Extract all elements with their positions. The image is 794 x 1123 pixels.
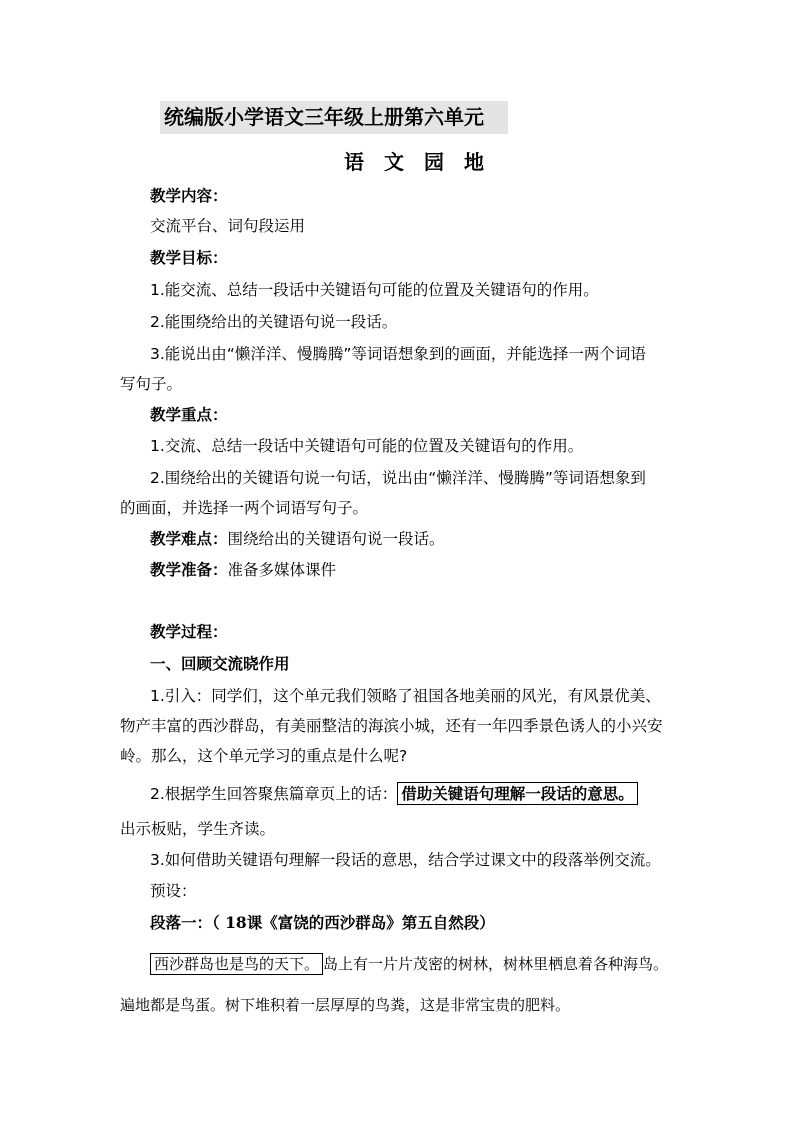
- content-heading: 教学内容：: [150, 186, 228, 205]
- quoted-paragraph-line: [150, 953, 668, 975]
- key-item-continued: 的画面，并选择一两个词语写句子。: [120, 499, 369, 517]
- goal-item-continued: 写句子。: [120, 375, 183, 393]
- paragraph-line: [150, 783, 638, 805]
- paragraph-line: 物产丰富的西沙群岛，有美丽整洁的海滨小城，还有一年四季景色诱人的小兴安: [120, 717, 663, 735]
- preset-label: 预设：: [150, 882, 197, 900]
- p2-text: 2.根据学生回答聚焦篇章页上的话：: [150, 785, 398, 803]
- process-heading: 教学过程：: [150, 622, 228, 641]
- key-heading: 教学重点：: [150, 405, 228, 424]
- paragraph-line: 3.如何借助关键语句理解一段话的意思，结合学过课文中的段落举例交流。: [150, 851, 661, 869]
- content-text: 交流平台、词句段运用: [150, 217, 306, 235]
- paragraph-line: 1.引入：同学们，这个单元我们领略了祖国各地美丽的风光，有风景优美、: [150, 687, 661, 705]
- goal-item: 3.能说出由“懒洋洋、慢腾腾”等词语想象到的画面，并能选择一两个词语: [150, 345, 646, 363]
- quoted-paragraph-line: 遍地都是鸟蛋。树下堆积着一层厚厚的鸟粪，这是非常宝贵的肥料。: [120, 996, 571, 1014]
- prep-label: 教学准备：: [150, 560, 228, 579]
- section1-heading: 一、回顾交流晓作用: [150, 654, 290, 673]
- goal-item: 2.能围绕给出的关键语句说一段话。: [150, 313, 398, 331]
- prep-text: 准备多媒体课件: [227, 561, 337, 579]
- paragraph-line: 岭。那么，这个单元学习的重点是什么呢?: [120, 747, 408, 765]
- difficulty-text: 围绕给出的关键语句说一段话。: [227, 530, 445, 548]
- paragraph-one-heading: 段落一：（ 18课《富饶的西沙群岛》第五自然段）: [150, 913, 495, 932]
- difficulty-line: [150, 528, 445, 550]
- boxed-key-sentence: 借助关键语句理解一段话的意思。: [397, 782, 638, 805]
- key-item: 1.交流、总结一段话中关键语句可能的位置及关键语句的作用。: [150, 437, 584, 455]
- document-subtitle: 语 文 园 地: [344, 150, 484, 174]
- document-title: 统编版小学语文三年级上册第六单元: [160, 101, 508, 134]
- goals-heading: 教学目标：: [150, 248, 228, 267]
- prep-line: [150, 559, 336, 581]
- quote-rest: 岛上有一片片茂密的树林，树林里栖息着各种海鸟。: [323, 955, 669, 973]
- key-item: 2.围绕给出的关键语句说一句话，说出由“懒洋洋、慢腾腾”等词语想象到: [150, 469, 646, 487]
- difficulty-label: 教学难点：: [150, 529, 228, 548]
- paragraph-line: 出示板贴，学生齐读。: [120, 820, 276, 838]
- goal-item: 1.能交流、总结一段话中关键语句可能的位置及关键语句的作用。: [150, 281, 599, 299]
- boxed-key-sentence: 西沙群岛也是鸟的天下。: [150, 953, 323, 975]
